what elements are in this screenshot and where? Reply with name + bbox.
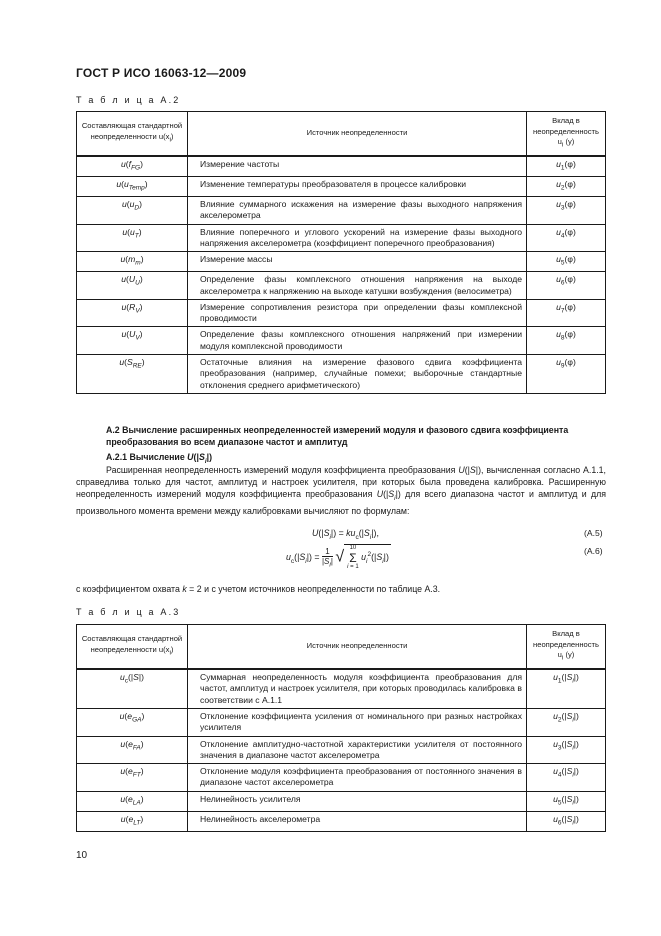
after-formula-text: с коэффициентом охвата k = 2 и с учетом источников неопределенности по таблице А.3.: [76, 584, 441, 594]
contribution-symbol: $u_1(\varphi)$: [527, 156, 606, 177]
component-symbol: $u(U_V)$: [77, 327, 188, 355]
table-row: [77, 252, 606, 272]
section-a21-title: А.2.1 Вычисление $U(|S_i|)$: [106, 452, 213, 465]
formula-a6-number: (А.6): [584, 546, 603, 556]
source-description: Суммарная неопределенность модуля коэффициента преобразования для частот, амплитуд и настроек усилителя, при которых проводилась калибровка в соответствии с А.1.1: [188, 669, 527, 708]
table-row: [77, 224, 606, 252]
table-a2-header-component: Составляющая стандартной неопределенности $u(x_i)$: [77, 112, 188, 157]
contribution-symbol: $u_3(\varphi)$: [527, 197, 606, 225]
source-description: Влияние суммарного искажения на измерение фазы выходного напряжения акселерометра: [188, 197, 527, 225]
contribution-symbol: $u_8(\varphi)$: [527, 327, 606, 355]
sum-body: $u_i^2(|S_i|)$: [361, 551, 389, 566]
source-description: Изменение температуры преобразователя в процессе калибровки: [188, 177, 527, 197]
table-a3-header-source: Источник неопределенности: [188, 625, 527, 670]
source-description: Измерение сопротивления резистора при определении фазы комплексной проводимости: [188, 299, 527, 327]
contribution-symbol: $u_2(|S_i|)$: [527, 708, 606, 736]
component-symbol: $u(S_{RE})$: [77, 355, 188, 394]
document-header: ГОСТ Р ИСО 16063-12—2009: [76, 66, 247, 80]
table-row: [77, 177, 606, 197]
radical-sign: √: [335, 548, 345, 566]
table-row: [77, 708, 606, 736]
component-symbol: $u(u_D)$: [77, 197, 188, 225]
source-description: Отклонение модуля коэффициента преобразования от постоянного значения в диапазоне частот акселерометра: [188, 764, 527, 792]
source-description: Остаточные влияния на измерение фазового сдвига коэффициента преобразования (например, случайные помехи; выборочные стандартные отклонения среднего арифметического): [188, 355, 527, 394]
sum-operator: [347, 545, 359, 571]
formula-a6-fraction: [322, 547, 333, 569]
section-a2-title: А.2 Вычисление расширенных неопределенностей измерений модуля и фазового сдвига коэффициента преобразования во всем диапазоне частот и амплитуд: [106, 425, 569, 447]
source-description: Нелинейность усилителя: [188, 791, 527, 811]
table-row: [77, 272, 606, 300]
source-description: Отклонение коэффициента усиления от номинального при разных настройках усилителя: [188, 708, 527, 736]
source-description: Измерение массы: [188, 252, 527, 272]
contribution-symbol: $u_3(|S_i|)$: [527, 736, 606, 764]
table-row: [77, 156, 606, 177]
table-a3-header-contribution: Вклад в неопределенность $u_i$ (y): [527, 625, 606, 670]
table-a3: [76, 624, 606, 832]
table-a3-header-component: Составляющая стандартной неопределенности $u(x_i)$: [77, 625, 188, 670]
contribution-symbol: $u_4(\varphi)$: [527, 224, 606, 252]
table-a2-header-contribution: Вклад в неопределенность $u_i$ (y): [527, 112, 606, 157]
contribution-symbol: $u_2(\varphi)$: [527, 177, 606, 197]
formula-a5: $U(|S_i|) = ku_c(|S_i|)$,: [312, 528, 379, 541]
table-row: [77, 811, 606, 831]
page-number: 10: [76, 850, 88, 861]
contribution-symbol: $u_7(\varphi)$: [527, 299, 606, 327]
formula-a5-number: (А.5): [584, 528, 603, 538]
component-symbol: $u_c(|S|)$: [77, 669, 188, 708]
formula-a6-numerator: 1: [322, 547, 333, 557]
formula-a6-radicand: [344, 544, 391, 571]
table-a3-caption: Т а б л и ц а А.3: [76, 607, 181, 617]
table-row: [77, 327, 606, 355]
table-a2-caption: Т а б л и ц а А.2: [76, 95, 181, 105]
component-symbol: $u(u_T)$: [77, 224, 188, 252]
table-row: [77, 736, 606, 764]
component-symbol: $u(e_{FA})$: [77, 736, 188, 764]
component-symbol: $u(f_{FG})$: [77, 156, 188, 177]
sum-lower-limit: i = 1: [347, 564, 359, 570]
table-a2: [76, 111, 606, 394]
table-a2-header-source: Источник неопределенности: [188, 112, 527, 157]
source-description: Влияние поперечного и углового ускорений на измерение фазы выходного напряжения акселерометра (коэффициент поперечного преобразования): [188, 224, 527, 252]
table-row: [77, 669, 606, 708]
sum-upper-limit: 10: [349, 545, 357, 551]
source-description: Измерение частоты: [188, 156, 527, 177]
table-row: [77, 791, 606, 811]
formula-a6-denominator: $|S_i|$: [321, 556, 333, 569]
source-description: Отклонение амплитудно-частотной характеристики усилителя от постоянного значения в диапазоне частот акселерометра: [188, 736, 527, 764]
component-symbol: $u(R_V)$: [77, 299, 188, 327]
contribution-symbol: $u_6(|S_i|)$: [527, 811, 606, 831]
sigma-icon: Σ: [349, 551, 357, 565]
formula-a6: [286, 544, 391, 571]
source-description: Определение фазы комплексного отношения напряжения на выходе акселерометра к напряжению на выходе катушки возбуждения (велосиметра): [188, 272, 527, 300]
contribution-symbol: $u_9(\varphi)$: [527, 355, 606, 394]
component-symbol: $u(e_{FT})$: [77, 764, 188, 792]
component-symbol: $u(U_U)$: [77, 272, 188, 300]
component-symbol: $u(e_{LT})$: [77, 811, 188, 831]
contribution-symbol: $u_5(\varphi)$: [527, 252, 606, 272]
contribution-symbol: $u_5(|S_i|)$: [527, 791, 606, 811]
source-description: Нелинейность акселерометра: [188, 811, 527, 831]
contribution-symbol: $u_6(\varphi)$: [527, 272, 606, 300]
component-symbol: $u(e_{GA})$: [77, 708, 188, 736]
table-row: [77, 355, 606, 394]
section-a21-paragraph: Расширенная неопределенность измерений модуля коэффициента преобразования U(|S|), вычисленная согласно А.1.1, справедлива только для частот, амплитуд и настроек усилителя, при которых была проведена калибровка. Расширенную неопределенность измерений модуля коэффициента преобразования $U(|S_i|)$ для всего диапазона частот и амплитуд и для произвольного момента времени между калибровками вычисляют по формулам:: [76, 465, 606, 517]
table-row: [77, 299, 606, 327]
component-symbol: $u(e_{LA})$: [77, 791, 188, 811]
contribution-symbol: $u_4(|S_i|)$: [527, 764, 606, 792]
contribution-symbol: $u_1(|S_i|)$: [527, 669, 606, 708]
table-row: [77, 197, 606, 225]
table-row: [77, 764, 606, 792]
source-description: Определение фазы комплексного отношения напряжений при измерении модуля комплексной проводимости: [188, 327, 527, 355]
formula-a6-lhs: $u_c(|S_i|)$ =: [286, 551, 320, 565]
component-symbol: $u(u_{Temp})$: [77, 177, 188, 197]
component-symbol: $u(m_m)$: [77, 252, 188, 272]
